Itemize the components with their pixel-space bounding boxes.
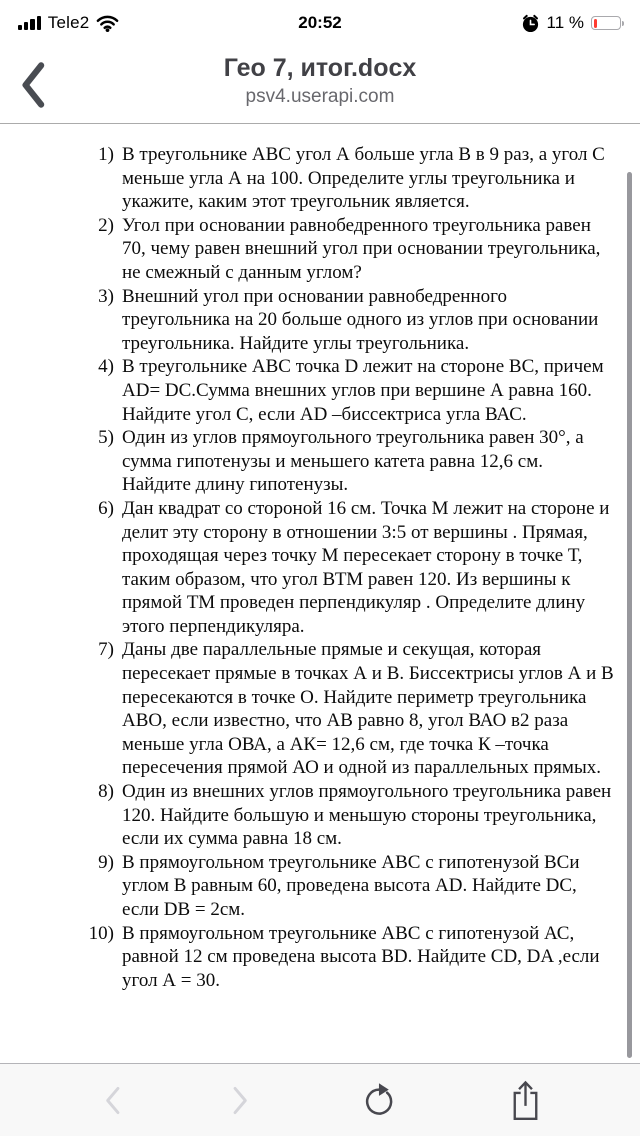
problem-item: [88, 285, 614, 356]
problem-item: [88, 780, 614, 851]
problem-number: 6): [98, 497, 114, 519]
clock-time: 20:52: [298, 13, 342, 32]
problem-item: [88, 497, 614, 639]
document-header: [0, 42, 640, 124]
problem-number: 8): [98, 781, 114, 803]
page-title: Гео 7, итог.docx: [223, 54, 417, 82]
battery-icon: [591, 16, 624, 30]
problem-item: [88, 143, 614, 214]
chevron-left-icon: [104, 1086, 121, 1115]
problem-text: Угол при основании равнобедренного треугольника равен 70, чему равен внешний угол при основании треугольника, не смежный с данным углом?: [122, 214, 601, 283]
problem-number: 5): [98, 427, 114, 449]
problem-text: Один из внешних углов прямоугольного треугольника равен 120. Найдите большую и меньшую стороны треугольника, если их сумма равна 18 см.: [122, 781, 612, 850]
browser-toolbar: [0, 1063, 640, 1136]
problem-text: Один из углов прямоугольного треугольника равен 30°, а сумма гипотенузы и меньшего катета равна 12,6 см. Найдите длину гипотенузы.: [122, 427, 584, 496]
problem-number: 4): [98, 356, 114, 378]
problem-number: 2): [98, 214, 114, 236]
status-right-group: [521, 13, 625, 33]
problem-text: В треугольнике АВС точка D лежит на стороне ВС, причем AD= DC.Сумма внешних углов при вершине А равна 160. Найдите угол С, если AD –биссектриса угла ВАС.: [122, 356, 604, 425]
reload-icon: [361, 1082, 398, 1119]
problem-text: Дан квадрат со стороной 16 см. Точка М лежит на стороне и делит эту сторону в отношении 3:5 от вершины . Прямая, проходящая через точку М пересекает сторону в точке Т, таким образом, что угол ВТМ равен 120. Из вершины к прямой ТМ проведен перпендикуляр . Определите длину этого перпендикуляра.: [122, 497, 610, 637]
carrier-label: Tele2: [47, 13, 90, 32]
chevron-left-icon: [19, 62, 47, 108]
problem-item: [88, 426, 614, 497]
problem-text: Внешний угол при основании равнобедренного треугольника на 20 больше одного из углов при основании треугольника. Найдите углы треугольника.: [122, 285, 599, 354]
page-domain: psv4.userapi.com: [245, 86, 395, 107]
problem-item: [88, 922, 614, 993]
problem-number: 1): [98, 144, 114, 165]
problem-text: Даны две параллельные прямые и секущая, которая пересекает прямые в точках А и В. Биссектрисы углов А и В пересекаются в точке О. Найдите периметр треугольника АВО, если известно, что АВ равно 8, угол ВАО в2 раза меньше угла ОВА, а АК= 12,6 см, где точка К –точка пересечения прямой АО и одной из параллельных прямых.: [122, 639, 614, 779]
forward-nav-button[interactable]: [232, 1086, 249, 1115]
share-button[interactable]: [509, 1079, 542, 1122]
problem-text: В прямоугольном треугольнике АВС с гипотенузой ВСи углом В равным 60, проведена высота AD. Найдите DC, если DB = 2см.: [122, 851, 580, 920]
battery-fill: [594, 19, 597, 28]
problem-number: 7): [98, 639, 114, 661]
scrollbar[interactable]: [627, 172, 632, 1058]
problem-number: 10): [88, 922, 114, 944]
problem-list: [0, 124, 640, 992]
back-button[interactable]: [10, 56, 56, 114]
problem-number: 9): [98, 851, 114, 873]
document-view[interactable]: [0, 124, 640, 1063]
problem-text: В прямоугольном треугольнике АВС с гипотенузой АС, равной 12 см проведена высота BD. Найдите CD, DA ,если угол А = 30.: [122, 922, 600, 991]
chevron-right-icon: [232, 1086, 249, 1115]
reload-button[interactable]: [361, 1082, 398, 1119]
status-bar: [0, 0, 640, 42]
problem-number: 3): [98, 285, 114, 307]
share-icon: [509, 1079, 542, 1122]
problem-item: [88, 638, 614, 780]
problem-item: [88, 851, 614, 922]
problem-item: [88, 355, 614, 426]
problem-item: [88, 214, 614, 285]
battery-percent-label: 11 %: [546, 13, 584, 32]
problem-text: В треугольнике АВС угол А больше угла В в 9 раз, а угол С меньше угла А на 100. Определите углы треугольника и укажите, каким этот треугольник является.: [122, 144, 605, 213]
back-nav-button[interactable]: [104, 1086, 121, 1115]
alarm-clock-icon: [521, 14, 540, 33]
